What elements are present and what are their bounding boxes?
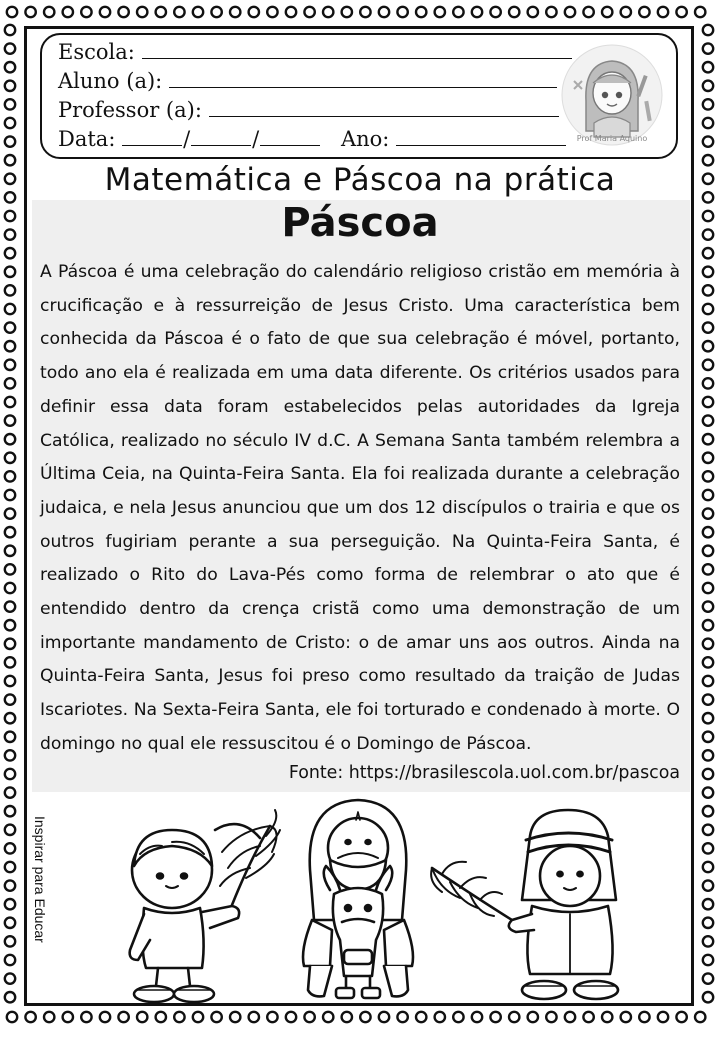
border-ring [703, 825, 713, 835]
border-ring [703, 880, 713, 890]
page-title: Matemática e Páscoa na prática [104, 162, 616, 198]
border-ring [5, 657, 15, 667]
border-ring [286, 1012, 296, 1022]
border-ring [703, 676, 713, 686]
border-ring [703, 136, 713, 146]
date-day-field[interactable] [122, 127, 182, 146]
border-ring [81, 7, 91, 17]
border-ring [703, 936, 713, 946]
border-ring [602, 7, 612, 17]
border-ring [703, 639, 713, 649]
border-ring [81, 1012, 91, 1022]
date-label: Data: [58, 127, 116, 151]
border-ring [435, 1012, 445, 1022]
border-ring [5, 769, 15, 779]
border-ring [695, 7, 705, 17]
border-ring [676, 7, 686, 17]
border-ring [5, 992, 15, 1002]
year-label: Ano: [340, 127, 390, 151]
border-ring [565, 7, 575, 17]
easter-illustration [110, 790, 650, 1005]
border-ring [703, 25, 713, 35]
teacher-avatar-logo [558, 41, 666, 149]
border-ring [5, 378, 15, 388]
border-ring [156, 7, 166, 17]
border-ring [5, 601, 15, 611]
border-ring [5, 564, 15, 574]
border-ring [703, 806, 713, 816]
border-ring [703, 769, 713, 779]
border-ring [703, 415, 713, 425]
border-ring [118, 1012, 128, 1022]
border-ring [5, 527, 15, 537]
border-ring [397, 1012, 407, 1022]
teacher-field[interactable] [209, 98, 559, 117]
border-ring [323, 1012, 333, 1022]
border-ring [5, 322, 15, 332]
border-ring [703, 81, 713, 91]
border-ring [703, 862, 713, 872]
article-text: A Páscoa é uma celebração do calendário religioso cristão em memória à crucificação e à ressurreição de Jesus Cristo. Uma característica bem conhecida da Páscoa é o fato de que sua celebração é móvel, portanto, todo ano ela é realizada em uma data diferente. Os critérios usados para definir essa data foram estabelecidos pelas autoridades da Igreja Católica, realizado no século IV d.C. A Semana Santa também relembra a Última Ceia, na Quinta-Feira Santa. Ela foi realizada durante a celebração judaica, e nela Jesus anunciou que um dos 12 discípulos o trairia e que os outros fugiriam perante a sua perseguição. Na Quinta-Feira Santa, é realizado o Rito do Lava-Pés como forma de relembrar o ato que é entendido dentro da crença cristã como uma demonstração de um importante mandamento de Cristo: o de amar uns aos outros. Ainda na Quinta-Feira Santa, Jesus foi preso como resultado da traição de Judas Iscariotes. Na Sexta-Feira Santa, ele foi torturado e condenado à morte. O domingo no qual ele ressuscitou é o Domingo de Páscoa. [40, 262, 680, 754]
border-ring [703, 341, 713, 351]
border-ring [5, 341, 15, 351]
border-ring [5, 285, 15, 295]
border-ring [5, 880, 15, 890]
border-ring [360, 1012, 370, 1022]
border-ring [193, 7, 203, 17]
border-ring [703, 397, 713, 407]
date-month-field[interactable] [191, 127, 251, 146]
border-ring [5, 360, 15, 370]
student-info-card [40, 33, 678, 159]
border-ring [528, 7, 538, 17]
border-ring [565, 1012, 575, 1022]
border-ring [286, 7, 296, 17]
border-ring [703, 899, 713, 909]
section-title: Páscoa [281, 200, 439, 246]
border-ring [453, 1012, 463, 1022]
border-ring [5, 81, 15, 91]
border-ring [5, 694, 15, 704]
border-ring [509, 7, 519, 17]
border-ring [703, 360, 713, 370]
teacher-line [58, 97, 559, 123]
border-ring [703, 657, 713, 667]
border-ring [416, 1012, 426, 1022]
border-ring [703, 843, 713, 853]
border-ring [703, 732, 713, 742]
teacher-label: Professor (a): [58, 98, 202, 122]
border-ring [703, 694, 713, 704]
border-ring [472, 1012, 482, 1022]
border-ring [5, 843, 15, 853]
border-ring [342, 7, 352, 17]
border-ring [703, 304, 713, 314]
border-ring [703, 453, 713, 463]
border-ring [703, 471, 713, 481]
border-ring [5, 973, 15, 983]
border-ring [546, 1012, 556, 1022]
border-ring [583, 7, 593, 17]
border-ring [211, 7, 221, 17]
child-figure [130, 810, 280, 1002]
border-ring [249, 1012, 259, 1022]
border-ring [137, 1012, 147, 1022]
border-ring [703, 434, 713, 444]
border-ring [621, 7, 631, 17]
border-ring [703, 378, 713, 388]
border-ring [639, 1012, 649, 1022]
border-ring [5, 787, 15, 797]
border-ring [5, 43, 15, 53]
date-separator: / [183, 127, 191, 151]
border-ring [703, 99, 713, 109]
border-ring [658, 1012, 668, 1022]
border-ring [5, 732, 15, 742]
border-ring [5, 936, 15, 946]
border-ring [5, 806, 15, 816]
border-ring [703, 992, 713, 1002]
border-ring [5, 118, 15, 128]
border-ring [5, 99, 15, 109]
student-field[interactable] [169, 69, 557, 88]
border-ring [658, 7, 668, 17]
border-ring [100, 1012, 110, 1022]
date-separator: / [252, 127, 260, 151]
border-ring [703, 118, 713, 128]
border-ring [342, 1012, 352, 1022]
border-ring [137, 7, 147, 17]
border-ring [63, 7, 73, 17]
side-credit-wrap [30, 816, 50, 986]
border-ring [5, 267, 15, 277]
border-ring [25, 1012, 35, 1022]
school-line [58, 39, 572, 65]
border-ring [5, 248, 15, 258]
school-label: Escola: [58, 40, 135, 64]
border-ring [703, 508, 713, 518]
border-ring [211, 1012, 221, 1022]
border-ring [193, 1012, 203, 1022]
border-ring [703, 973, 713, 983]
border-ring [435, 7, 445, 17]
border-ring [5, 899, 15, 909]
border-ring [546, 7, 556, 17]
border-ring [703, 267, 713, 277]
border-ring [528, 1012, 538, 1022]
border-ring [490, 1012, 500, 1022]
border-ring [5, 583, 15, 593]
border-ring [490, 7, 500, 17]
jesus-on-donkey [303, 800, 413, 998]
border-ring [267, 1012, 277, 1022]
date-year-field[interactable] [260, 127, 320, 146]
border-ring [118, 7, 128, 17]
border-ring [5, 546, 15, 556]
border-ring [509, 1012, 519, 1022]
border-ring [5, 304, 15, 314]
border-ring [7, 1012, 17, 1022]
border-ring [5, 750, 15, 760]
border-ring [639, 7, 649, 17]
border-ring [703, 527, 713, 537]
border-ring [5, 415, 15, 425]
border-ring [703, 918, 713, 928]
border-ring [5, 471, 15, 481]
border-ring [703, 564, 713, 574]
border-ring [156, 1012, 166, 1022]
border-ring [304, 7, 314, 17]
border-ring [5, 490, 15, 500]
grade-field[interactable] [396, 127, 566, 146]
border-ring [621, 1012, 631, 1022]
border-ring [25, 7, 35, 17]
border-ring [379, 1012, 389, 1022]
border-ring [174, 7, 184, 17]
source-credit: Fonte: https://brasilescola.uol.com.br/pascoa [288, 763, 680, 783]
border-ring [5, 620, 15, 630]
border-ring [267, 7, 277, 17]
border-ring [397, 7, 407, 17]
border-ring [703, 43, 713, 53]
border-ring [703, 955, 713, 965]
border-ring [703, 546, 713, 556]
date-line [58, 126, 566, 152]
border-ring [453, 7, 463, 17]
border-ring [703, 601, 713, 611]
border-ring [703, 787, 713, 797]
border-ring [602, 1012, 612, 1022]
border-ring [5, 25, 15, 35]
border-ring [703, 322, 713, 332]
border-ring [472, 7, 482, 17]
border-ring [5, 825, 15, 835]
border-ring [249, 7, 259, 17]
side-credit: Inspirar para Educar [32, 816, 48, 943]
border-ring [695, 1012, 705, 1022]
border-ring [304, 1012, 314, 1022]
border-ring [5, 713, 15, 723]
border-ring [7, 7, 17, 17]
school-field[interactable] [142, 40, 572, 59]
border-ring [5, 453, 15, 463]
border-ring [5, 918, 15, 928]
bearded-man-figure [431, 810, 618, 999]
border-ring [5, 955, 15, 965]
border-ring [360, 7, 370, 17]
border-ring [703, 62, 713, 72]
border-ring [5, 862, 15, 872]
border-ring [5, 639, 15, 649]
border-ring [230, 7, 240, 17]
border-ring [100, 7, 110, 17]
border-ring [5, 434, 15, 444]
border-ring [5, 508, 15, 518]
border-ring [703, 490, 713, 500]
border-ring [230, 1012, 240, 1022]
border-ring [703, 583, 713, 593]
border-ring [5, 397, 15, 407]
palm-branch-icon [431, 862, 512, 920]
border-ring [44, 1012, 54, 1022]
border-ring [703, 248, 713, 258]
border-ring [323, 7, 333, 17]
border-ring [63, 1012, 73, 1022]
border-ring [44, 7, 54, 17]
border-ring [703, 285, 713, 295]
border-ring [676, 1012, 686, 1022]
border-ring [5, 676, 15, 686]
border-ring [416, 7, 426, 17]
border-ring [583, 1012, 593, 1022]
border-ring [379, 7, 389, 17]
student-line [58, 68, 557, 94]
border-ring [174, 1012, 184, 1022]
border-ring [703, 713, 713, 723]
logo-text: Prof Maria Aquino [576, 134, 648, 143]
student-label: Aluno (a): [58, 69, 163, 93]
border-ring [5, 62, 15, 72]
border-ring [703, 750, 713, 760]
border-ring [5, 136, 15, 146]
border-ring [703, 620, 713, 630]
